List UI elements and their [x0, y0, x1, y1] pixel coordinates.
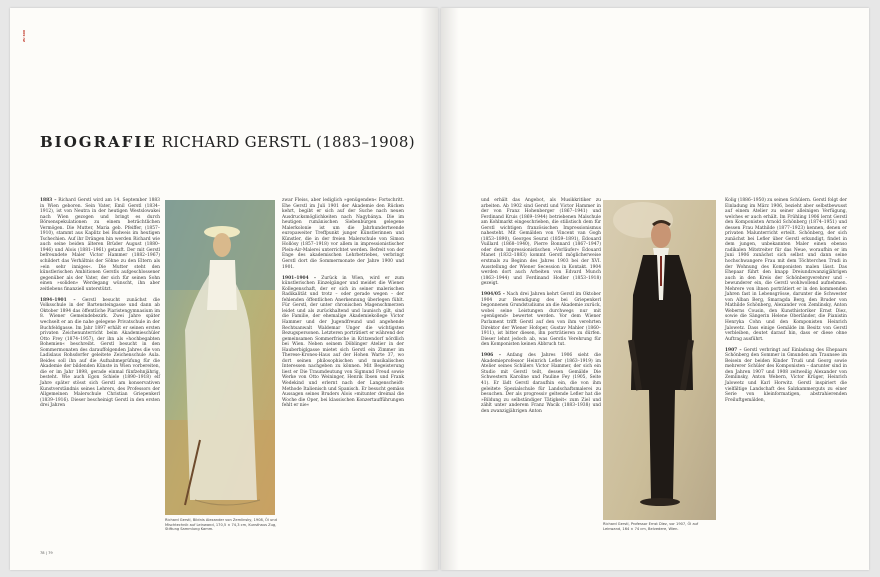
paragraph: 1904/05 – Nach drei Jahren kehrt Gerstl im Oktober 1904 zur Beendigung des bei Griepenkerl begonnenen Grundstudiums an die Akademie zurück, wobei seine Leistungen durchwegs nur mit »genügend« bewertet werden. Vor dem Wiener Parlament trifft Gerstl auf den von ihm verehrten Direktor der Wiener Hofoper, Gustav Mahler (1860–1911), ist bitter diesen, ihn porträtieren zu dürfen. Dieser lehnt jedoch ab, was Gerstls Verehrung für den Komponisten keinen Abbruch tut. — [481, 292, 601, 348]
paragraph: 1883 – Richard Gerstl wird am 14. September 1883 in Wien geboren. Sein Vater, Emil Gerstl (1834–1912), ist von Neutra in der heutigen Westslowakei nach Wien gezogen und bringt es durch Börsenspekulationen zu einem beträchtlichen Vermögen. Die Mutter, Maria geb. Pfeiffer, (1857–1910), stammt aus Kaplitz bei Budweis im heutigen Tschechien. Auf ihr Drängen hin werden Richard wie auch seine beiden älteren Brüder August (1880–1946) und Alois (1881–1961) getauft. Der mit Gerstl befreundete Maler Victor Hammer (1882–1967) schildert das Verhältnis der Söhne zu den Eltern als »ein sehr inniges«. Die Mutter steht den künstlerischen Ambitionen Gerstls aufgeschlossener gegenüber als der Vater, der sich für seinen Sohn einen »soliden« Werdegang wünscht, ihn aber zeitlebens finanziell unterstützt. — [40, 198, 160, 292]
paragraph: 1901–1904 – Zurück in Wien, wird er zum künstlerischen Einzelgänger und meidet die Wiener Kollegenschaft, der er sich in seiner malerischen Radikalität und trotz – oder gerade wegen – der fehlenden öffentlichen Anerkennung überlegen fühlt. Für Gerstl, der unter chronischen Magenschmerzen leidet und als zurückhaltend und launisch gilt, sind die Familie, der ehemalige Akademiekollege Victor Hammer und der Jugendfreund und angehende Rechtsanwalt Waldemar Unger die wichtigsten Bezugspersonen. Letzteren porträtiert er während der gemeinsamen Sommerfrische in Kritzendorf nördlich bei Wien. Neben seinem Döblinger Atelier in der Hauberbiglgasse mietet sich Gerstl ein Zimmer im Therese-Krones-Haus auf der Hohen Warte 37, wo dort seinen philosophischen und musikalischen Interessen nachgeben zu können. Mit Begeisterung liest er Die Traumdeutung von Sigmund Freud sowie Werke von Otto Weininger, Henrik Ibsen und Frank Wedekind und erlernt nach der Langenscheidt-Methode Italienisch und Spanisch. Er besucht gemäss Aussagen seines Bruders Alois »mitunter dreimal die Woche die Oper, bei klassischen Konzertaufführungen fehlt er nie« — [282, 275, 404, 409]
caption-ernst-diez: Richard Gerstl, Professor Ernst Diez, vor 1907, Öl auf Leinwand, 164 × 74 cm, Belvedere, Wien. — [603, 522, 699, 531]
running-head: ZU 600 — [22, 30, 26, 42]
left-page — [10, 8, 438, 570]
title-bold: BIOGRAFIE — [40, 133, 157, 151]
paragraph: 1906 – Anfang des Jahres 1906 sieht die Akademieprofessor Heinrich Lefler (1863–1919) im Atelier seines Schülers Victor Hammer, der sich ein Studio mit Gerstl teilt, dessen Gemälde Die Schwestern Karoline und Pauline Fey (1905, Seite 41). Er lädt Gerstl daraufhin ein, die von ihm geleitete Spezialschule für Landschaftsmalerei zu besuchen. Der als progressiv geltende Lefler hat die »Bildung zu selbständiger Tätigkeit« zum Ziel und zählt unter anderem Franz Wacik (1883–1938) und den zwanzigjährigen Anton — [481, 353, 601, 414]
paragraph: 1894–1901 – Gerstl besucht zunächst die Volksschule in der Bartensteingasse und dann ab Oktober 1894 das öffentliche Piaristengymnasium im 8. Wiener Gemeindebezirk. Zwei Jahre später wechselt er an die nahe gelegene Privatschule in der Buchfeldgasse. Im Jahr 1897 erhält er seinen ersten privaten Zeichenunterricht beim Akademieschüler Otto Frey (1874–1957), der ihn als »hochbegabten Bohemien« beschreibt. Gerstl besucht in den Sommermonaten des darauffolgenden Jahres die von Ladislaus Rohsdorfer geleitete Zeichenschule Aula. Beides soll ihn auf die Aufnahmeprüfung für die Akademie der bildenden Künste in Wien vorbereiten, die er im Jahr 1898, gerade einmal fünfzehnjährig, besteht. Wie auch Egon Schiele (1890–1918) elf Jahre später stösst sich Gerstl am konservativen Kunstverständnis seines Lehrers, des Professors der Allgemeinen Malerschule Christian Griepenkerl (1839–1916). Dieser bescheinigt Gerstl in den ersten drei Jahren — [40, 297, 160, 409]
paragraph: 1907 – Gerstl verbringt auf Einladung des Ehepaars Schönberg den Sommer in Gmunden am Traunsee im Beisein der beiden Kinder Trudi und Georg sowie mehrerer Schüler des Komponisten – darunter sind in den Jahren 1907 und 1908 zeitweilig Alexander von Zemlinsky, Anton Webern, Victor Krüger, Heinrich Jalowetz und Karl Horwitz. Gerstl inspiriert die vielfältige Landschaft des Salzkammerguts zu einer Serie von kleinformatigen, abstrahierenden Freiluftgemälden, — [725, 347, 847, 403]
painting-ernst-diez — [603, 200, 716, 520]
right-page — [441, 8, 869, 570]
left-text-column-3 — [282, 198, 404, 414]
left-text-column-1 — [40, 198, 160, 414]
page-number: 78 | 79 — [40, 551, 53, 555]
right-text-column-3 — [725, 198, 847, 409]
right-text-column-1 — [481, 198, 601, 420]
gutter-shadow — [441, 8, 459, 570]
gutter-shadow — [420, 8, 438, 570]
painting-zemlinsky — [165, 200, 275, 515]
painting-zemlinsky-image — [165, 200, 275, 515]
paragraph: zwar Fleiss, aber lediglich »genügenden« Fortschritt. Ehe Gerstl im Juli 1901 der Akademie den Rücken kehrt, begibt er sich auf der Suche nach neuen Ausdrucksmöglichkeiten nach Nagybánya. Die im heutigen rumänischen Siebenbürgen gelegene Malerkolonie ist um die Jahrhundertwende europaweiter Treffpunkt junger Künstlerinnen und Künstler, die in der freien Malerschule von Simon Hollósy (1857–1918) vor allem in impressionistischer Plein-Air-Malerei unterrichtet werden. Befreit von der Enge des akademischen Lehrbetriebes, verbringt Gerstl dort die Sommermonate der Jahre 1900 und 1901. — [282, 198, 404, 270]
paragraph: und erhält das Angebot, als Musikkritiker zu arbeiten. Ab 1902 sind Gerstl und Victor Hammer in der von Franz Hohenberger (1867–1941) und Ferdinand Kruis (1869–1944) betriebenen Malschule am Kohlmarkt eingeschrieben, die stilistisch dem für Gerstl wichtigen französischen Impressionismus nahesteht. Mit Gemälden von Vincent van Gogh (1853–1890), Georges Seurat (1859–1891), Édouard Vuillard (1868–1940), Pierre Bonnard (1867–1947) oder dem impressionistischen »Vorläufer« Édouard Manet (1832–1883) kommt Gerstl möglicherweise erstmals zu Beginn des Jahres 1903 bei der XVI. Ausstellung der Wiener Secession in Kontakt. 1904 werden dort auch Arbeiten von Edvard Munch (1863–1944) und Ferdinand Hodler (1853–1918) gezeigt. — [481, 198, 601, 287]
painting-ernst-diez-image — [603, 200, 716, 520]
caption-zemlinsky: Richard Gerstl, Bildnis Alexander von Zemlinsky, 1908, Öl und Mischtechnik auf Leinwand, 170,5 × 74,3 cm, Kunsthaus Zug, Stiftung Sammlung Kamm. — [165, 518, 277, 532]
title-light: RICHARD GERSTL (1883–1908) — [161, 133, 415, 151]
page-title — [40, 133, 415, 151]
paragraph: Kolig (1886–1950) zu seinen Schülern. Gerstl folgt der Einladung im März 1906, bezieht aber selbstbewusst auf einem Atelier zu seiner alleinigen Verfügung, welches er auch erhält. Im Frühling 1906 lernt Gerstl den Komponisten Arnold Schönberg (1874–1951) und dessen Frau Mathilde (1877–1923) kennen, denen er privaten Malunterricht erteilt. Schönberg, der sich zunächst bei Lefler über Gerstl erkundigt, findet in dem jungen, unbekannten Maler einen ebenso radikalen Mitstreiter für das Neue, woraufhin er im Juni 1906 zunächst sich selbst und dann seine hochschwangere Frau mit dem Töchterchen Trudi in der Wohnung des Komponisten malen lässt. Das Ehepaar führt den knapp Dreiundzwanzigjährigen auch in den Kreis der Schönbergverehrer und -bewunderer ein, die Gerstl wohlwollend aufnehmen. Mehrere von ihnen porträtiert er in den kommenden Jahren fast in Lebensgrösse, darunter die Schwester von Alban Berg, Smaragda Berg, den Bruder von Mathilde Schönberg, Alexander von Zemlinsky, Anton Weberns Cousin, den Kunsthistoriker Ernst Diez, sowie die Sängerin Helene Oberländer, die Pianistin Henryka Cohn und den Komponisten Heinrich Jalowetz. Dass einige Gemälde im Besitz von Gerstl verbleiben, deutet darauf hin, dass er diese ohne Auftrag ausführt. — [725, 198, 847, 342]
